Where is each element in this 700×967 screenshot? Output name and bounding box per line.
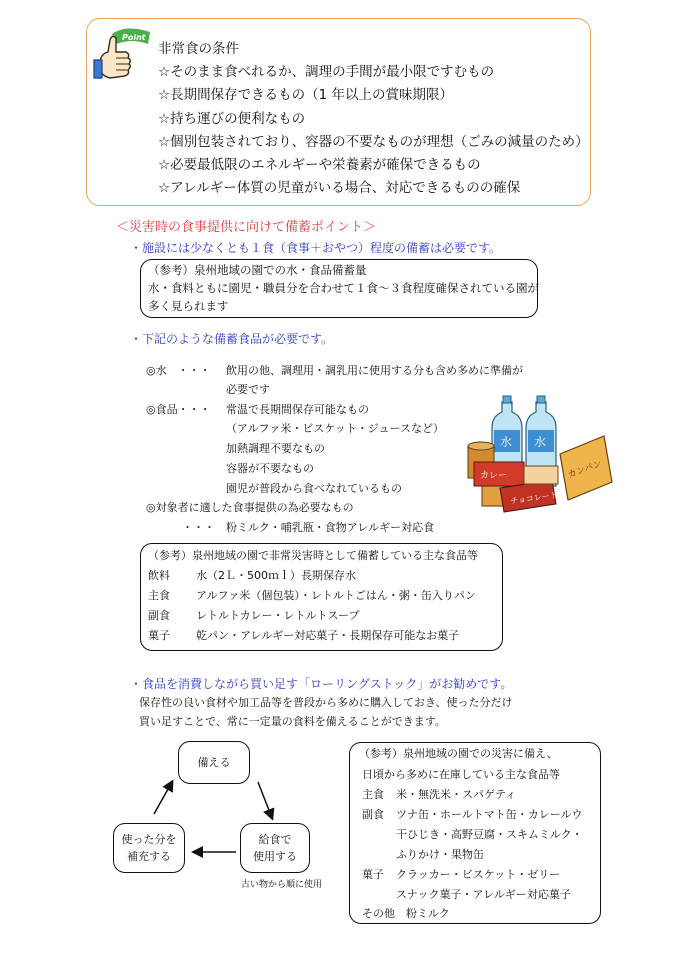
food-row (148, 588, 498, 604)
food-row (148, 628, 498, 644)
reference-box-main-foods (140, 543, 503, 651)
rolling-stock-text: 買い足すことで、常に一定量の食料を備えることができます。 (139, 715, 446, 728)
cycle-step-prepare: 備える (178, 741, 250, 784)
stock-row-value: 干ひじき・高野豆腐・スキムミルク・ (396, 828, 583, 841)
water-text: 飲用の他、調理用・調乳用に使用する分も含め多めに準備が (226, 364, 523, 377)
target-label: ◎対象者に適した食事提供の為必要なもの (146, 501, 354, 514)
emergency-food-illustration (464, 394, 614, 520)
stock-row (362, 827, 600, 843)
arrow-right-down-icon (258, 782, 272, 818)
rolling-stock-text: 保存性の良い食材や加工品等を普段から多めに購入しておき、使った分だけ (139, 696, 513, 709)
stock-row-value: スナック菓子・アレルギー対応菓子 (396, 888, 571, 901)
stock-row (362, 906, 600, 922)
food-text: 常温で長期間保存可能なもの (226, 403, 369, 416)
curry-label: カレー (480, 471, 508, 481)
snack-label: チョコレート (509, 490, 559, 506)
stock-row (362, 787, 600, 803)
reference-title: （参考）泉州地域の園での災害に備え、 (359, 747, 558, 760)
reference-title: 日頃から多めに在庫している主な食品等 (362, 768, 560, 781)
bullet-minimum-stock: ・施設には少なくとも１食（食事＋おやつ）程度の備蓄は必要です。 (130, 241, 502, 255)
point-title: 非常食の条件 (158, 41, 239, 57)
reference-title: （参考）泉州地域の園での水・食品備蓄量 (148, 263, 367, 277)
food-text: 容器が不要なもの (226, 462, 314, 475)
food-text: 園児が普段から食べなれているもの (226, 482, 402, 495)
reference-box-stock-amount (140, 259, 538, 318)
point-item: ☆個別包装されており、容器の不要なものが理想（ごみの減量のため） (158, 133, 589, 150)
food-row-label: 飲料 (148, 569, 170, 582)
stock-row-value: 粉ミルク (406, 907, 450, 920)
point-badge-text: Point (122, 33, 146, 42)
food-row (148, 568, 498, 584)
water-bottle-label: 水 (500, 435, 513, 449)
point-item: ☆長期間保存できるもの（1 年以上の賞味期限） (158, 87, 453, 104)
food-row-label: 菓子 (148, 629, 170, 642)
stock-row-value: 米・無洗米・スパゲティ (396, 788, 517, 801)
stock-row-value: ふりかけ・果物缶 (396, 848, 484, 861)
reference-box-daily-stock (349, 742, 601, 924)
point-list (158, 61, 589, 201)
stock-row-value: ツナ缶・ホールトマト缶・カレールウ (396, 808, 583, 821)
cycle-arrows (140, 770, 290, 870)
point-item: ☆そのまま食べれるか、調理の手間が最小限ですむもの (158, 64, 495, 80)
stock-row-label: 主食 (362, 788, 384, 801)
section-heading: ＜災害時の食事提供に向けて備蓄ポイント＞ (116, 220, 377, 235)
pointing-hand-icon (92, 24, 154, 86)
food-row-value: アルファ米（個包装）・レトルトごはん・粥・缶入りパン (196, 589, 476, 602)
stock-row (362, 867, 600, 883)
cycle-step-refill: 使った分を 補充する (113, 823, 185, 873)
water-label: ◎水 ・・・ (146, 364, 211, 377)
bullet-required-foods: ・下記のような備蓄食品が必要です。 (130, 332, 334, 346)
point-item: ☆アレルギー体質の児童がいる場合、対応できるものの確保 (158, 180, 521, 197)
water-bottle-label: 水 (534, 435, 547, 449)
target-items: 粉ミルク・哺乳瓶・食物アレルギー対応食 (226, 521, 435, 534)
stock-row (362, 807, 600, 823)
point-item: ☆必要最低限のエネルギーや栄養素が確保できるもの (158, 157, 481, 174)
food-row-value: 水（2Ｌ・500ｍｌ）長期保存水 (196, 569, 356, 582)
water-text: 必要です (226, 383, 270, 396)
stock-row-value: クラッカー・ビスケット・ゼリー (396, 868, 561, 881)
food-row-label: 主食 (148, 589, 170, 602)
food-label: ◎食品・・・ (146, 403, 211, 416)
reference-text: 水・食料ともに園児・職員分を合わせて１食～３食程度確保されている園が (148, 281, 539, 295)
target-dots: ・・・ (182, 521, 215, 534)
cycle-note: 古い物から順に使用 (241, 880, 323, 890)
food-text: （アルファ米・ビスケット・ジュースなど） (226, 422, 445, 435)
reference-title: （参考）泉州地域の園で非常災害時として備蓄している主な食品等 (148, 549, 478, 562)
food-row (148, 608, 498, 624)
stock-row-label: その他 (362, 907, 395, 920)
point-item: ☆持ち運びの便利なもの (158, 110, 306, 127)
stock-row (362, 847, 600, 863)
food-row-value: 乾パン・アレルギー対応菓子・長期保存可能なお菓子 (196, 629, 460, 642)
food-text: 加熱調理不要なもの (226, 442, 325, 455)
food-row-value: レトルトカレー・レトルトスープ (196, 609, 360, 622)
reference-text: 多く見られます (148, 299, 229, 313)
arrow-up-right-icon (154, 782, 172, 814)
bread-label: カンパン (566, 459, 604, 481)
food-row-label: 副食 (148, 609, 170, 622)
stock-row (362, 887, 600, 903)
stock-row-label: 菓子 (362, 868, 384, 881)
cycle-step-use-in-lunch: 給食で 使用する (240, 823, 310, 873)
bullet-rolling-stock: ・食品を消費しながら買い足す「ローリングストック」がお勧めです。 (130, 677, 513, 691)
stock-row-label: 副食 (362, 808, 384, 821)
